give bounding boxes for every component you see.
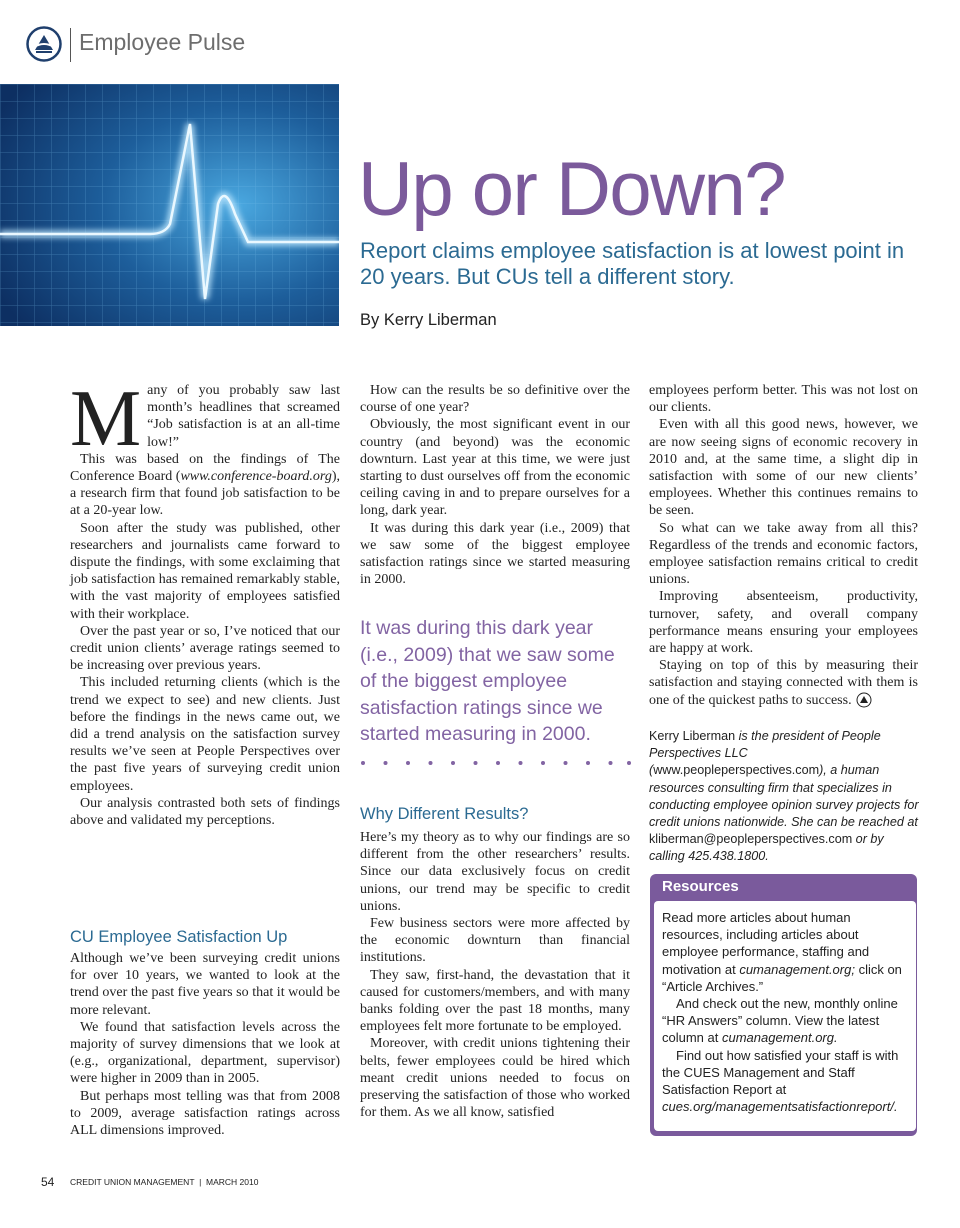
article-title: Up or Down? xyxy=(358,147,786,232)
resource-item: Find out how satisfied your staff is with the CUES Management and Staff Satisfaction Report at cues.org/managementsatisfactionreport/. xyxy=(662,1047,899,1115)
paragraph: This was based on the findings of The Conference Board (www.conference-board.org), a research firm that found job satisfaction to be at a 20-year low. xyxy=(70,451,340,519)
conference-board-link[interactable]: www.conference-board.org xyxy=(180,469,332,485)
column-1-continued xyxy=(70,950,340,1139)
resource-item: Read more articles about human resources, including articles about employee performance, staffing and motivation at cumanagement.org; click on “Article Archives.” xyxy=(662,910,902,994)
end-mark-icon xyxy=(856,692,872,708)
subhead-cu-satisfaction: CU Employee Satisfaction Up xyxy=(70,928,288,946)
header-divider xyxy=(70,28,71,62)
section-label: Employee Pulse xyxy=(79,29,246,55)
paragraph: Although we’ve been surveying credit unions for over 10 years, we wanted to look at the trend over the past five years so that it would be more relevant. xyxy=(70,951,340,1018)
resource-item: And check out the new, monthly online “HR Answers” column. View the latest column at cumanagement.org. xyxy=(662,996,898,1046)
column-3 xyxy=(649,382,918,709)
resources-body xyxy=(654,901,916,1131)
paragraph: Moreover, with credit unions tightening their belts, fewer employees could be hired which meant credit unions needed to focus on preserving the satisfaction of those who worked for them. As we all know, satisfied xyxy=(360,1036,630,1121)
article-subtitle: Report claims employee satisfaction is at lowest point in 20 years. But CUs tell a different story. xyxy=(360,238,905,289)
subhead-why-different: Why Different Results? xyxy=(360,805,529,823)
paragraph: Few business sectors were more affected by the economic downturn than financial institutions. xyxy=(360,916,630,966)
pull-quote: It was during this dark year (i.e., 2009) that we saw some of the biggest employee satisfaction ratings since we started measuring in 2000. xyxy=(360,617,615,745)
paragraph: Soon after the study was published, other researchers and journalists came forward to dispute the findings, with some exclaiming that job satisfaction has remained remarkably stable, with the vast majority of employees satisfied with their workplace. xyxy=(70,520,340,622)
paragraph: So what can we take away from all this? Regardless of the trends and economic factors, employee satisfaction remains critical to credit unions. xyxy=(649,520,918,588)
cues-logo-icon xyxy=(26,26,62,62)
paragraph: They saw, first-hand, the devastation that it caused for customers/members, and with many banks folding over the past 18 months, many employees felt more fortunate to be employed. xyxy=(360,967,630,1035)
bio-email-link[interactable]: kliberman@peopleperspectives.com xyxy=(649,832,853,847)
page-number: 54 xyxy=(41,1175,55,1189)
author-bio: Kerry Liberman is the president of People Perspectives LLC (www.peopleperspectives.com), a human resources consulting firm that specializes in conducting employee opinion survey projects for credit unions nationwide. She can be reached at kliberman@peopleperspectives.com or by calling 425.438.1800. xyxy=(649,729,919,864)
column-2 xyxy=(360,382,630,588)
drop-cap: M xyxy=(70,375,142,463)
footer-publication: CREDIT UNION MANAGEMENT | MARCH 2010 xyxy=(70,1177,259,1187)
resources-title: Resources xyxy=(662,878,739,895)
paragraph: How can the results be so definitive over the course of one year? xyxy=(360,383,630,416)
paragraph: This included returning clients (which is the trend we expect to see) and new clients. Just before the findings in the news came out, we did a trend analysis on the satisfaction survey results we’ve seen at People Perspectives over the past five years of surveying credit union employees. xyxy=(70,675,340,794)
paragraph: any of you probably saw last month’s headlines that screamed “Job satisfaction is at an all-time low!” xyxy=(147,383,340,450)
column-2-continued xyxy=(360,829,630,1121)
cumanagement-link-2[interactable]: cumanagement.org. xyxy=(721,1030,838,1046)
paragraph: Obviously, the most significant event in our country (and beyond) was the economic downturn. Last year at this time, we were just starting to dust ourselves off from the economic ceiling caving in and to prepare ourselves for a long, dark year. xyxy=(360,417,630,519)
cues-report-link[interactable]: cues.org/managementsatisfactionreport/. xyxy=(662,1099,898,1115)
paragraph: Our analysis contrasted both sets of findings above and validated my perceptions. xyxy=(70,795,340,829)
paragraph: Here’s my theory as to why our findings are so different from the other researchers’ results. Since our data exclusively focus on credit unions, our trend may be specific to credit unions. xyxy=(360,830,630,914)
heartbeat-hero-image xyxy=(0,84,339,326)
paragraph: We found that satisfaction levels across the majority of survey dimensions that we look at (e.g., organizational, department, supervisor) were higher in 2009 than in 2005. xyxy=(70,1019,340,1087)
paragraph: Staying on top of this by measuring their satisfaction and staying connected with them is one of the quickest paths to success. xyxy=(649,658,918,708)
article-byline: By Kerry Liberman xyxy=(360,311,497,329)
paragraph: employees perform better. This was not lost on our clients. xyxy=(649,383,918,416)
dotted-rule xyxy=(360,758,632,768)
resources-box xyxy=(650,874,917,1136)
paragraph: Over the past year or so, I’ve noticed that our credit union clients’ average ratings seemed to be increasing over previous years. xyxy=(70,623,340,674)
bio-website-link[interactable]: www.peopleperspectives.com xyxy=(653,763,820,778)
paragraph: It was during this dark year (i.e., 2009) that we saw some of the biggest employee satisfaction ratings since we started measuring in 2000. xyxy=(360,520,630,588)
paragraph: Improving absenteeism, productivity, turnover, safety, and overall company performance means ensuring your employees are happy at work. xyxy=(649,589,918,657)
cumanagement-link[interactable]: cumanagement.org; xyxy=(739,961,855,977)
column-1 xyxy=(70,375,340,829)
paragraph: But perhaps most telling was that from 2008 to 2009, average satisfaction ratings across ALL dimensions improved. xyxy=(70,1088,340,1139)
paragraph: Even with all this good news, however, we are now seeing signs of economic recovery in 2010 and, at the same time, a slight dip in satisfaction with some of our new clients’ employees. Whether this continues remains to be seen. xyxy=(649,417,918,519)
